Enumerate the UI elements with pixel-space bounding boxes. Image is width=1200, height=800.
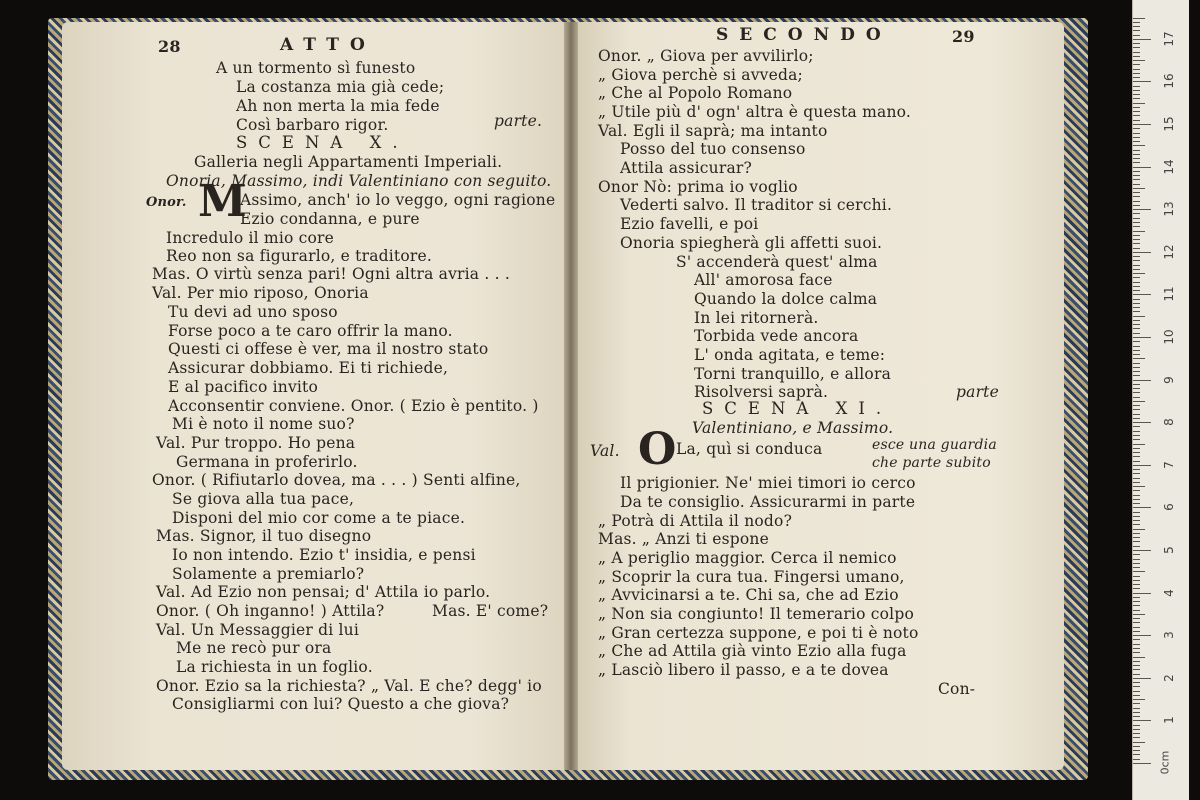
ruler-tick xyxy=(1133,737,1140,738)
ruler-number: 11 xyxy=(1162,286,1176,303)
ruler-tick xyxy=(1133,311,1140,312)
ruler-tick xyxy=(1133,222,1140,223)
text-line: La costanza mia già cede; xyxy=(236,78,445,96)
ruler-number: 12 xyxy=(1162,244,1176,260)
ruler-tick xyxy=(1133,358,1145,359)
text-line: „ Scoprir la cura tua. Fingersi umano, xyxy=(598,568,905,586)
ruler-tick xyxy=(1133,571,1145,572)
aria-line: S' accenderà quest' alma xyxy=(676,253,878,271)
ruler-tick xyxy=(1133,39,1151,40)
ruler-tick xyxy=(1133,277,1140,278)
ruler-tick xyxy=(1133,64,1140,65)
text-line: Posso del tuo consenso xyxy=(620,140,806,158)
ruler-tick xyxy=(1133,111,1140,112)
text-line: Assicurar dobbiamo. Ei ti richiede, xyxy=(168,359,449,377)
ruler-tick xyxy=(1133,563,1140,564)
ruler-tick xyxy=(1133,622,1140,623)
text-line: Onor. ( Oh inganno! ) Attila? xyxy=(156,602,385,620)
text-line: Assimo, anch' io lo veggo, ogni ragione xyxy=(240,191,556,209)
ruler-tick xyxy=(1133,686,1140,687)
text-line: Consigliarmi con lui? Questo a che giova? xyxy=(172,695,510,713)
ruler-tick xyxy=(1133,426,1140,427)
stage-direction: parte xyxy=(956,383,999,401)
ruler-tick xyxy=(1133,418,1140,419)
ruler-tick xyxy=(1133,444,1145,445)
text-line: „ Giova perchè si avveda; xyxy=(598,66,803,84)
text-line: Vederti salvo. Il traditor si cerchi. xyxy=(620,196,893,214)
ruler-tick xyxy=(1133,695,1140,696)
aria-line: Quando la dolce calma xyxy=(694,290,878,308)
ruler-tick xyxy=(1133,644,1140,645)
text-line: E al pacifico invito xyxy=(168,378,319,396)
ruler-tick xyxy=(1133,652,1140,653)
ruler-tick xyxy=(1133,303,1140,304)
scene-heading: SCENA X. xyxy=(236,133,409,152)
text-line: Val. Un Messaggier di lui xyxy=(156,621,360,639)
ruler-tick xyxy=(1133,367,1140,368)
text-line: Val. Egli il saprà; ma intanto xyxy=(598,122,828,140)
ruler-tick xyxy=(1133,409,1140,410)
ruler-tick xyxy=(1133,346,1140,347)
ruler-tick xyxy=(1133,614,1145,615)
ruler-tick xyxy=(1133,627,1140,628)
ruler-tick xyxy=(1133,516,1140,517)
ruler-tick xyxy=(1133,401,1145,402)
ruler-tick xyxy=(1133,499,1140,500)
ruler-tick xyxy=(1133,375,1140,376)
ruler-tick xyxy=(1133,248,1140,249)
ruler-tick xyxy=(1133,439,1140,440)
text-line: Ah non merta la mia fede xyxy=(236,97,440,115)
ruler-tick xyxy=(1133,661,1140,662)
scene-setting: Galleria negli Appartamenti Imperiali. xyxy=(194,153,503,171)
ruler-tick xyxy=(1133,307,1140,308)
ruler-tick xyxy=(1133,392,1140,393)
ruler-tick xyxy=(1133,657,1145,658)
text-line: Mas. „ Anzi ti espone xyxy=(598,530,769,548)
ruler-tick xyxy=(1133,103,1145,104)
ruler-tick xyxy=(1133,363,1140,364)
ruler-tick xyxy=(1133,47,1140,48)
ruler-tick xyxy=(1133,290,1140,291)
ruler-tick xyxy=(1133,669,1140,670)
text-line: Val. Pur troppo. Ho pena xyxy=(156,434,356,452)
ruler-tick xyxy=(1133,350,1140,351)
ruler-tick xyxy=(1133,337,1151,338)
text-line: Se giova alla tua pace, xyxy=(172,490,355,508)
ruler-tick xyxy=(1133,465,1151,466)
drop-cap: M xyxy=(198,176,247,227)
text-line: Così barbaro rigor. xyxy=(236,116,389,134)
ruler-tick xyxy=(1133,167,1151,168)
ruler-tick xyxy=(1133,593,1151,594)
ruler-tick xyxy=(1133,299,1140,300)
page-number: 29 xyxy=(952,27,975,46)
ruler-tick xyxy=(1133,231,1145,232)
ruler-tick xyxy=(1133,665,1140,666)
ruler-tick xyxy=(1133,226,1140,227)
text-line: Acconsentir conviene. Onor. ( Ezio è pentito. ) xyxy=(168,397,539,415)
ruler-tick xyxy=(1133,188,1145,189)
ruler-number: 15 xyxy=(1162,116,1176,132)
ruler-tick xyxy=(1133,128,1140,129)
ruler-tick xyxy=(1133,252,1151,253)
ruler-tick xyxy=(1133,22,1140,23)
text-line: Germana in proferirlo. xyxy=(176,453,358,471)
ruler-tick xyxy=(1133,205,1140,206)
ruler-tick xyxy=(1133,639,1140,640)
aria-line: All' amorosa face xyxy=(694,271,833,289)
ruler-tick xyxy=(1133,218,1140,219)
ruler-tick xyxy=(1133,648,1140,649)
text-line: Onor. ( Rifiutarlo dovea, ma . . . ) Senti alfine, xyxy=(152,471,521,489)
speaker-label: Val. xyxy=(590,442,620,460)
ruler-tick xyxy=(1133,171,1140,172)
ruler-tick xyxy=(1133,703,1140,704)
scene-heading: SCENA XI. xyxy=(702,399,893,418)
ruler-tick xyxy=(1133,414,1140,415)
ruler-tick xyxy=(1133,52,1140,53)
page-number: 28 xyxy=(158,37,181,56)
text-line: Solamente a premiarlo? xyxy=(172,565,365,583)
ruler-tick xyxy=(1133,265,1140,266)
ruler-tick xyxy=(1133,239,1140,240)
ruler-tick xyxy=(1133,333,1140,334)
ruler-tick xyxy=(1133,490,1140,491)
speaker-label: Onor. xyxy=(146,195,187,210)
ruler-tick xyxy=(1133,588,1140,589)
text-line: „ A periglio maggior. Cerca il nemico xyxy=(598,549,897,567)
character-list: Valentiniano, e Massimo. xyxy=(692,419,894,437)
ruler-number: 5 xyxy=(1162,546,1176,554)
ruler-tick xyxy=(1133,77,1140,78)
ruler-tick xyxy=(1133,503,1140,504)
ruler-tick xyxy=(1133,452,1140,453)
ruler-number: 3 xyxy=(1162,631,1176,640)
ruler-tick xyxy=(1133,750,1140,751)
ruler-tick xyxy=(1133,397,1140,398)
ruler-number: 13 xyxy=(1162,201,1176,217)
ruler-tick xyxy=(1133,473,1140,474)
left-page xyxy=(62,22,570,770)
ruler-tick xyxy=(1133,631,1140,632)
text-line: Onoria spiegherà gli affetti suoi. xyxy=(620,234,883,252)
ruler-number: 8 xyxy=(1162,418,1176,427)
text-line: Onor. Ezio sa la richiesta? „ Val. E che? degg' io xyxy=(156,677,542,695)
ruler-tick xyxy=(1133,175,1140,176)
ruler-tick xyxy=(1133,380,1151,381)
ruler-tick xyxy=(1133,729,1140,730)
ruler-tick xyxy=(1133,56,1140,57)
ruler-tick xyxy=(1133,559,1140,560)
ruler-tick xyxy=(1133,328,1140,329)
ruler-tick xyxy=(1133,554,1140,555)
ruler-tick xyxy=(1133,133,1140,134)
ruler-tick xyxy=(1133,90,1140,91)
stage-direction: esce una guardia xyxy=(872,437,997,453)
text-line: Il prigionier. Ne' miei timori io cerco xyxy=(620,474,916,492)
ruler-tick xyxy=(1133,18,1145,19)
ruler-tick xyxy=(1133,482,1140,483)
aria-line: Risolversi saprà. xyxy=(694,383,829,401)
ruler-tick xyxy=(1133,601,1140,602)
ruler-tick xyxy=(1133,580,1140,581)
text-line: Val. Per mio riposo, Onoria xyxy=(152,284,369,302)
ruler-tick xyxy=(1133,286,1140,287)
ruler-tick xyxy=(1133,162,1140,163)
ruler-tick xyxy=(1133,610,1140,611)
ruler-tick xyxy=(1133,158,1140,159)
text-line: Onor. „ Giova per avvilirlo; xyxy=(598,47,814,65)
ruler-tick xyxy=(1133,708,1140,709)
ruler-tick xyxy=(1133,316,1145,317)
ruler-tick xyxy=(1133,691,1140,692)
text-line: Ezio condanna, e pure xyxy=(240,210,420,228)
text-line: Onor Nò: prima io voglio xyxy=(598,178,798,196)
ruler-number: 4 xyxy=(1162,588,1176,597)
ruler-tick xyxy=(1133,98,1140,99)
ruler-tick xyxy=(1133,405,1140,406)
ruler-number: 9 xyxy=(1162,375,1176,384)
ruler-tick xyxy=(1133,30,1140,31)
ruler-tick xyxy=(1133,512,1140,513)
text-line: Mas. Signor, il tuo disegno xyxy=(156,527,372,545)
text-line: „ Gran certezza suppone, e poi ti è noto xyxy=(598,624,919,642)
ruler-tick xyxy=(1133,431,1140,432)
ruler-tick xyxy=(1133,533,1140,534)
ruler-tick xyxy=(1133,759,1140,760)
text-line: A un tormento sì funesto xyxy=(216,59,416,77)
text-line: „ Non sia congiunto! Il temerario colpo xyxy=(598,605,914,623)
ruler-tick xyxy=(1133,384,1140,385)
ruler-number: 16 xyxy=(1162,73,1176,90)
ruler-tick xyxy=(1133,107,1140,108)
ruler-tick xyxy=(1133,124,1151,125)
ruler-number: 17 xyxy=(1162,31,1176,47)
ruler-number: 7 xyxy=(1162,460,1176,469)
ruler-tick xyxy=(1133,448,1140,449)
ruler-tick xyxy=(1133,320,1140,321)
ruler-tick xyxy=(1133,478,1140,479)
ruler-tick xyxy=(1133,137,1140,138)
aria-line: In lei ritornerà. xyxy=(694,309,819,327)
ruler-tick xyxy=(1133,115,1140,116)
catchword: Con- xyxy=(938,680,976,698)
aria-line: L' onda agitata, e teme: xyxy=(694,346,886,364)
text-line: Questi ci offese è ver, ma il nostro stato xyxy=(168,340,489,358)
text-line: „ Avvicinarsi a te. Chi sa, che ad Ezio xyxy=(598,586,899,604)
ruler-tick xyxy=(1133,567,1140,568)
aria-line: Torni tranquillo, e allora xyxy=(694,365,892,383)
ruler-tick xyxy=(1133,422,1151,423)
ruler-tick xyxy=(1133,605,1140,606)
ruler-tick xyxy=(1133,733,1140,734)
stage-direction: che parte subito xyxy=(872,455,991,471)
right-page xyxy=(572,22,1064,770)
ruler-tick xyxy=(1133,209,1151,210)
ruler-tick xyxy=(1133,81,1151,82)
text-line: „ Potrà di Attila il nodo? xyxy=(598,512,793,530)
ruler-tick xyxy=(1133,196,1140,197)
ruler-tick xyxy=(1133,243,1140,244)
ruler-tick xyxy=(1133,26,1140,27)
ruler-tick xyxy=(1133,141,1140,142)
text-line: Forse poco a te caro offrir la mano. xyxy=(168,322,453,340)
ruler-tick xyxy=(1133,435,1140,436)
ruler-tick xyxy=(1133,294,1151,295)
ruler-tick xyxy=(1133,145,1145,146)
character-list: Onoria, Massimo, indi Valentiniano con seguito. xyxy=(166,172,552,190)
ruler-tick xyxy=(1133,43,1140,44)
text-line: „ Utile più d' ogn' altra è questa mano. xyxy=(598,103,912,121)
ruler-tick xyxy=(1133,524,1140,525)
text-line: Incredulo il mio core xyxy=(166,229,335,247)
aria-line: Torbida vede ancora xyxy=(694,327,859,345)
drop-cap: O xyxy=(638,424,677,475)
text-line: Val. Ad Ezio non pensai; d' Attila io parlo. xyxy=(156,583,491,601)
ruler-tick xyxy=(1133,154,1140,155)
ruler-tick xyxy=(1133,635,1151,636)
ruler-tick xyxy=(1133,754,1140,755)
ruler-tick xyxy=(1133,537,1140,538)
ruler-tick xyxy=(1133,69,1140,70)
text-line: Me ne recò pur ora xyxy=(176,639,332,657)
text-line: Ezio favelli, e poi xyxy=(620,215,759,233)
ruler-tick xyxy=(1133,354,1140,355)
ruler-tick xyxy=(1133,179,1140,180)
text-line: „ Lasciò libero il passo, e a te dovea xyxy=(598,661,889,679)
ruler-tick xyxy=(1133,273,1145,274)
ruler-tick xyxy=(1133,201,1140,202)
text-line: „ Che al Popolo Romano xyxy=(598,84,793,102)
ruler-tick xyxy=(1133,507,1151,508)
ruler-tick xyxy=(1133,282,1140,283)
ruler-tick xyxy=(1133,720,1151,721)
ruler-tick xyxy=(1133,495,1140,496)
ruler-tick xyxy=(1133,584,1140,585)
text-line: Disponi del mio cor come a te piace. xyxy=(172,509,466,527)
ruler-tick xyxy=(1133,184,1140,185)
ruler-tick xyxy=(1133,388,1140,389)
text-line: Mi è noto il nome suo? xyxy=(172,415,355,433)
ruler-tick xyxy=(1133,674,1140,675)
book-gutter xyxy=(564,22,578,770)
ruler-tick xyxy=(1133,763,1151,764)
ruler-tick xyxy=(1133,725,1140,726)
ruler-tick xyxy=(1133,597,1140,598)
ruler-tick xyxy=(1133,678,1151,679)
ruler-tick xyxy=(1133,35,1140,36)
ruler-number: 10 xyxy=(1162,329,1176,345)
ruler-tick xyxy=(1133,682,1140,683)
ruler-tick xyxy=(1133,371,1140,372)
ruler-tick xyxy=(1133,120,1140,121)
ruler-tick xyxy=(1133,86,1140,87)
ruler-tick xyxy=(1133,576,1140,577)
ruler-tick xyxy=(1133,256,1140,257)
running-head: ATTO xyxy=(280,35,376,55)
ruler-tick xyxy=(1133,235,1140,236)
ruler-tick xyxy=(1133,746,1140,747)
measuring-ruler xyxy=(1132,0,1189,800)
text-line: La richiesta in un foglio. xyxy=(176,658,373,676)
ruler-tick xyxy=(1133,94,1140,95)
ruler-tick xyxy=(1133,546,1140,547)
ruler-tick xyxy=(1133,520,1140,521)
ruler-number: 1 xyxy=(1162,716,1176,725)
text-line: Mas. O virtù senza pari! Ogni altra avria . . . xyxy=(152,265,511,283)
ruler-tick xyxy=(1133,260,1140,261)
ruler-tick xyxy=(1133,213,1140,214)
ruler-tick xyxy=(1133,742,1145,743)
ruler-tick xyxy=(1133,461,1140,462)
text-line: „ Che ad Attila già vinto Ezio alla fuga xyxy=(598,642,907,660)
ruler-tick xyxy=(1133,324,1140,325)
ruler-number: 2 xyxy=(1162,673,1176,682)
text-line: Io non intendo. Ezio t' insidia, e pensi xyxy=(172,546,476,564)
ruler-tick xyxy=(1133,150,1140,151)
ruler-number: 6 xyxy=(1162,503,1176,512)
ruler-tick xyxy=(1133,73,1140,74)
ruler-tick xyxy=(1133,456,1140,457)
text-line: Mas. E' come? xyxy=(432,602,549,620)
ruler-tick xyxy=(1133,699,1145,700)
ruler-unit: 0cm xyxy=(1158,750,1172,775)
ruler-tick xyxy=(1133,529,1145,530)
stage-direction: parte. xyxy=(494,112,543,130)
ruler-tick xyxy=(1133,269,1140,270)
ruler-tick xyxy=(1133,60,1145,61)
ruler-tick xyxy=(1133,341,1140,342)
text-line: Tu devi ad uno sposo xyxy=(168,303,338,321)
text-line: Da te consiglio. Assicurarmi in parte xyxy=(620,493,916,511)
ruler-tick xyxy=(1133,618,1140,619)
ruler-tick xyxy=(1133,192,1140,193)
text-line: Attila assicurar? xyxy=(620,159,753,177)
ruler-tick xyxy=(1133,541,1140,542)
running-head: SECONDO xyxy=(716,25,892,45)
text-line: Reo non sa figurarlo, e traditore. xyxy=(166,247,432,265)
ruler-tick xyxy=(1133,550,1151,551)
ruler-number: 14 xyxy=(1162,158,1176,175)
ruler-tick xyxy=(1133,486,1145,487)
text-line: La, quì si conduca xyxy=(676,440,823,458)
ruler-tick xyxy=(1133,469,1140,470)
ruler-tick xyxy=(1133,716,1140,717)
ruler-tick xyxy=(1133,712,1140,713)
